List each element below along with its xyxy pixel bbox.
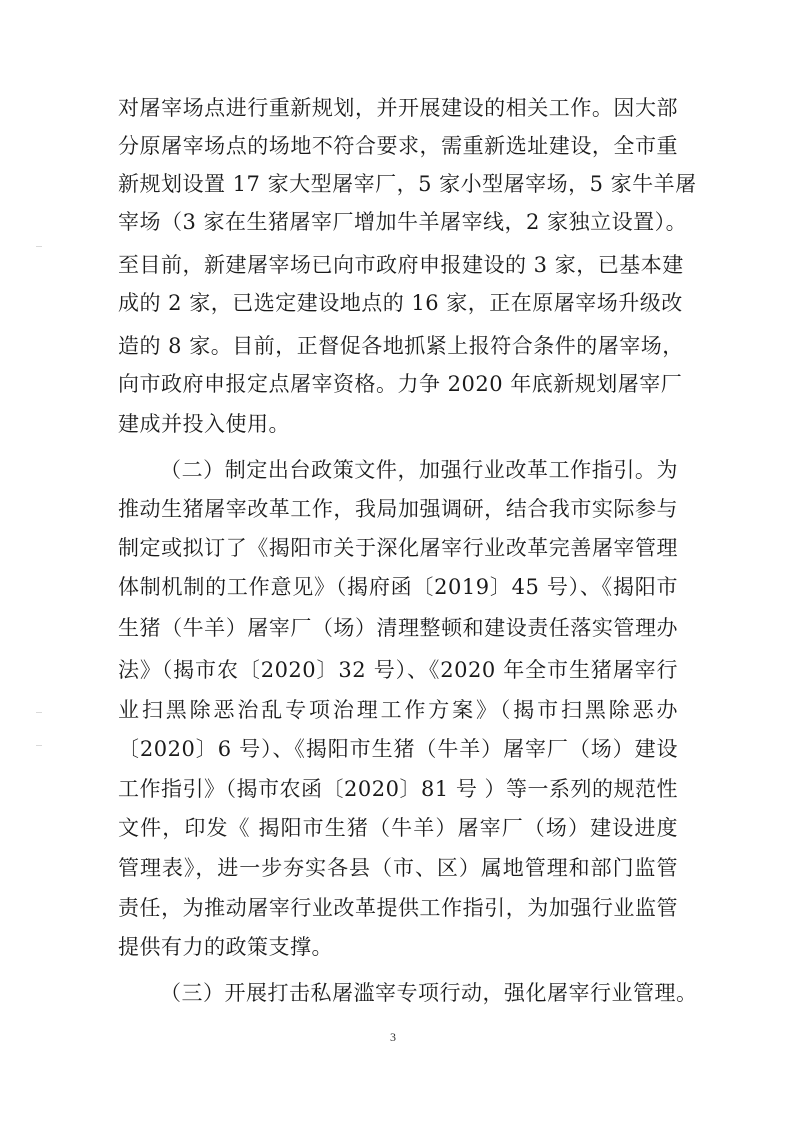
section-heading: （二）制定出台政策文件，加强行业改革工作指引。为 bbox=[160, 458, 678, 482]
text-line: 建成并投入使用。 bbox=[118, 412, 290, 436]
scan-mark bbox=[36, 246, 42, 247]
text-line: 体制机制的工作意见》（揭府函〔2019〕45 号）、《揭阳市 bbox=[118, 575, 678, 599]
scan-mark bbox=[36, 745, 42, 746]
scan-mark bbox=[36, 712, 42, 713]
page-number: 3 bbox=[390, 1030, 396, 1044]
text-line: 对屠宰场点进行重新规划，并开展建设的相关工作。因大部 bbox=[118, 96, 678, 120]
text-line: 提供有力的政策支撑。 bbox=[118, 935, 333, 959]
text-line: 至目前，新建屠宰场已向市政府申报建设的 3 家，已基本建 bbox=[118, 253, 684, 277]
text-line: 生猪（牛羊）屠宰厂（场）清理整顿和建设责任落实管理办 bbox=[118, 616, 678, 640]
text-line: 业扫黑除恶治乱专项治理工作方案》（揭市扫黑除恶办 bbox=[118, 698, 678, 722]
text-line: 成的 2 家，已选定建设地点的 16 家，正在原屠宰场升级改 bbox=[118, 291, 683, 315]
text-line: 宰场（3 家在生猪屠宰厂增加牛羊屠宰线，2 家独立设置）。 bbox=[118, 210, 688, 234]
text-line: 〔2020〕6 号）、《揭阳市生猪（牛羊）屠宰厂（场）建设 bbox=[118, 737, 678, 761]
text-line: 工作指引》（揭市农函〔2020〕81 号 ）等一系列的规范性 bbox=[118, 777, 679, 801]
text-line: 责任，为推动屠宰行业改革提供工作指引，为加强行业监管 bbox=[118, 896, 678, 920]
section-heading: （三）开展打击私屠滥宰专项行动，强化屠宰行业管理。 bbox=[160, 981, 698, 1005]
text-line: 制定或拟订了《揭阳市关于深化屠宰行业改革完善屠宰管理 bbox=[118, 536, 678, 560]
text-line: 管理表》，进一步夯实各县（市、区）属地管理和部门监管 bbox=[118, 856, 678, 880]
text-line: 向市政府申报定点屠宰资格。力争 2020 年底新规划屠宰厂 bbox=[118, 372, 683, 396]
text-line: 新规划设置 17 家大型屠宰厂，5 家小型屠宰场，5 家牛羊屠 bbox=[118, 172, 697, 196]
text-line: 推动生猪屠宰改革工作，我局加强调研，结合我市实际参与 bbox=[118, 497, 678, 521]
text-line: 分原屠宰场点的场地不符合要求，需重新选址建设，全市重 bbox=[118, 134, 678, 158]
text-line: 法》（揭市农〔2020〕32 号）、《2020 年全市生猪屠宰行 bbox=[118, 658, 678, 682]
text-line: 造的 8 家。目前，正督促各地抓紧上报符合条件的屠宰场， bbox=[118, 334, 684, 358]
text-line: 文件，印发《 揭阳市生猪（牛羊）屠宰厂（场）建设进度 bbox=[118, 816, 678, 840]
